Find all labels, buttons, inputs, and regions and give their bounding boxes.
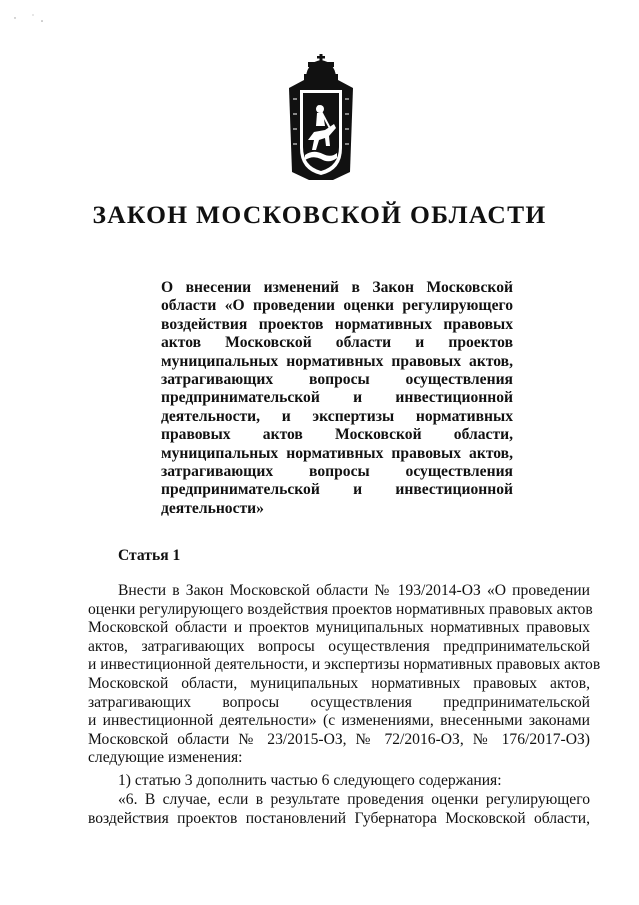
document-title: ЗАКОН МОСКОВСКОЙ ОБЛАСТИ <box>92 200 547 229</box>
paragraph-line: оценки регулирующего воздействия проектов нормативных правовых актов <box>88 600 593 618</box>
paragraph-line: актов, затрагивающих вопросы осуществления предпринимательской <box>88 637 590 655</box>
subject-line: затрагивающих вопросы осуществления <box>161 462 513 480</box>
coat-of-arms-icon <box>283 54 359 188</box>
subject-line: деятельности» <box>161 499 264 517</box>
paragraph-line: Московской области, муниципальных нормативных правовых актов, <box>88 674 590 692</box>
coat-of-arms-graphic <box>283 54 359 188</box>
subject-line: муниципальных нормативных правовых актов, <box>161 352 513 370</box>
paragraph-line: воздействия проектов постановлений Губернатора Московской области, <box>88 809 590 827</box>
list-item-text: 1) статью 3 дополнить частью 6 следующего содержания: <box>118 772 502 789</box>
subject-line: воздействия проектов нормативных правовых <box>161 315 513 333</box>
list-item <box>88 772 590 791</box>
article-paragraph <box>88 582 601 768</box>
subject-line: предпринимательской и инвестиционной <box>161 481 513 499</box>
subject-line: предпринимательской и инвестиционной <box>161 389 513 407</box>
subject-line: О внесении изменений в Закон Московской <box>161 279 513 296</box>
quoted-paragraph <box>88 791 590 828</box>
scan-specks <box>12 12 52 26</box>
subject-line: деятельности, и экспертизы нормативных <box>161 407 513 425</box>
subject-line: правовых актов Московской области, <box>161 426 513 444</box>
paragraph-line: Московской области № 23/2015-ОЗ, № 72/2016-ОЗ, № 176/2017-ОЗ) <box>88 730 590 748</box>
subject-line: муниципальных нормативных правовых актов, <box>161 444 513 462</box>
article-heading: Статья 1 <box>118 547 181 564</box>
subject-line: актов Московской области и проектов <box>161 334 513 352</box>
paragraph-line: и инвестиционной деятельности» (с изменениями, внесенными законами <box>88 712 590 730</box>
law-subject <box>161 279 513 518</box>
subject-line: затрагивающих вопросы осуществления <box>161 370 513 388</box>
paragraph-line: и инвестиционной деятельности, и экспертизы нормативных правовых актов <box>88 656 601 674</box>
paragraph-line: Московской области и проектов муниципальных нормативных правовых <box>88 619 590 637</box>
paragraph-line: Внести в Закон Московской области № 193/2014-ОЗ «О проведении <box>118 582 590 599</box>
paragraph-line: следующие изменения: <box>88 749 243 767</box>
paragraph-line: затрагивающих вопросы осуществления предпринимательской <box>88 693 590 711</box>
subject-line: области «О проведении оценки регулирующего <box>161 297 513 315</box>
paragraph-line: «6. В случае, если в результате проведения оценки регулирующего <box>118 791 590 808</box>
